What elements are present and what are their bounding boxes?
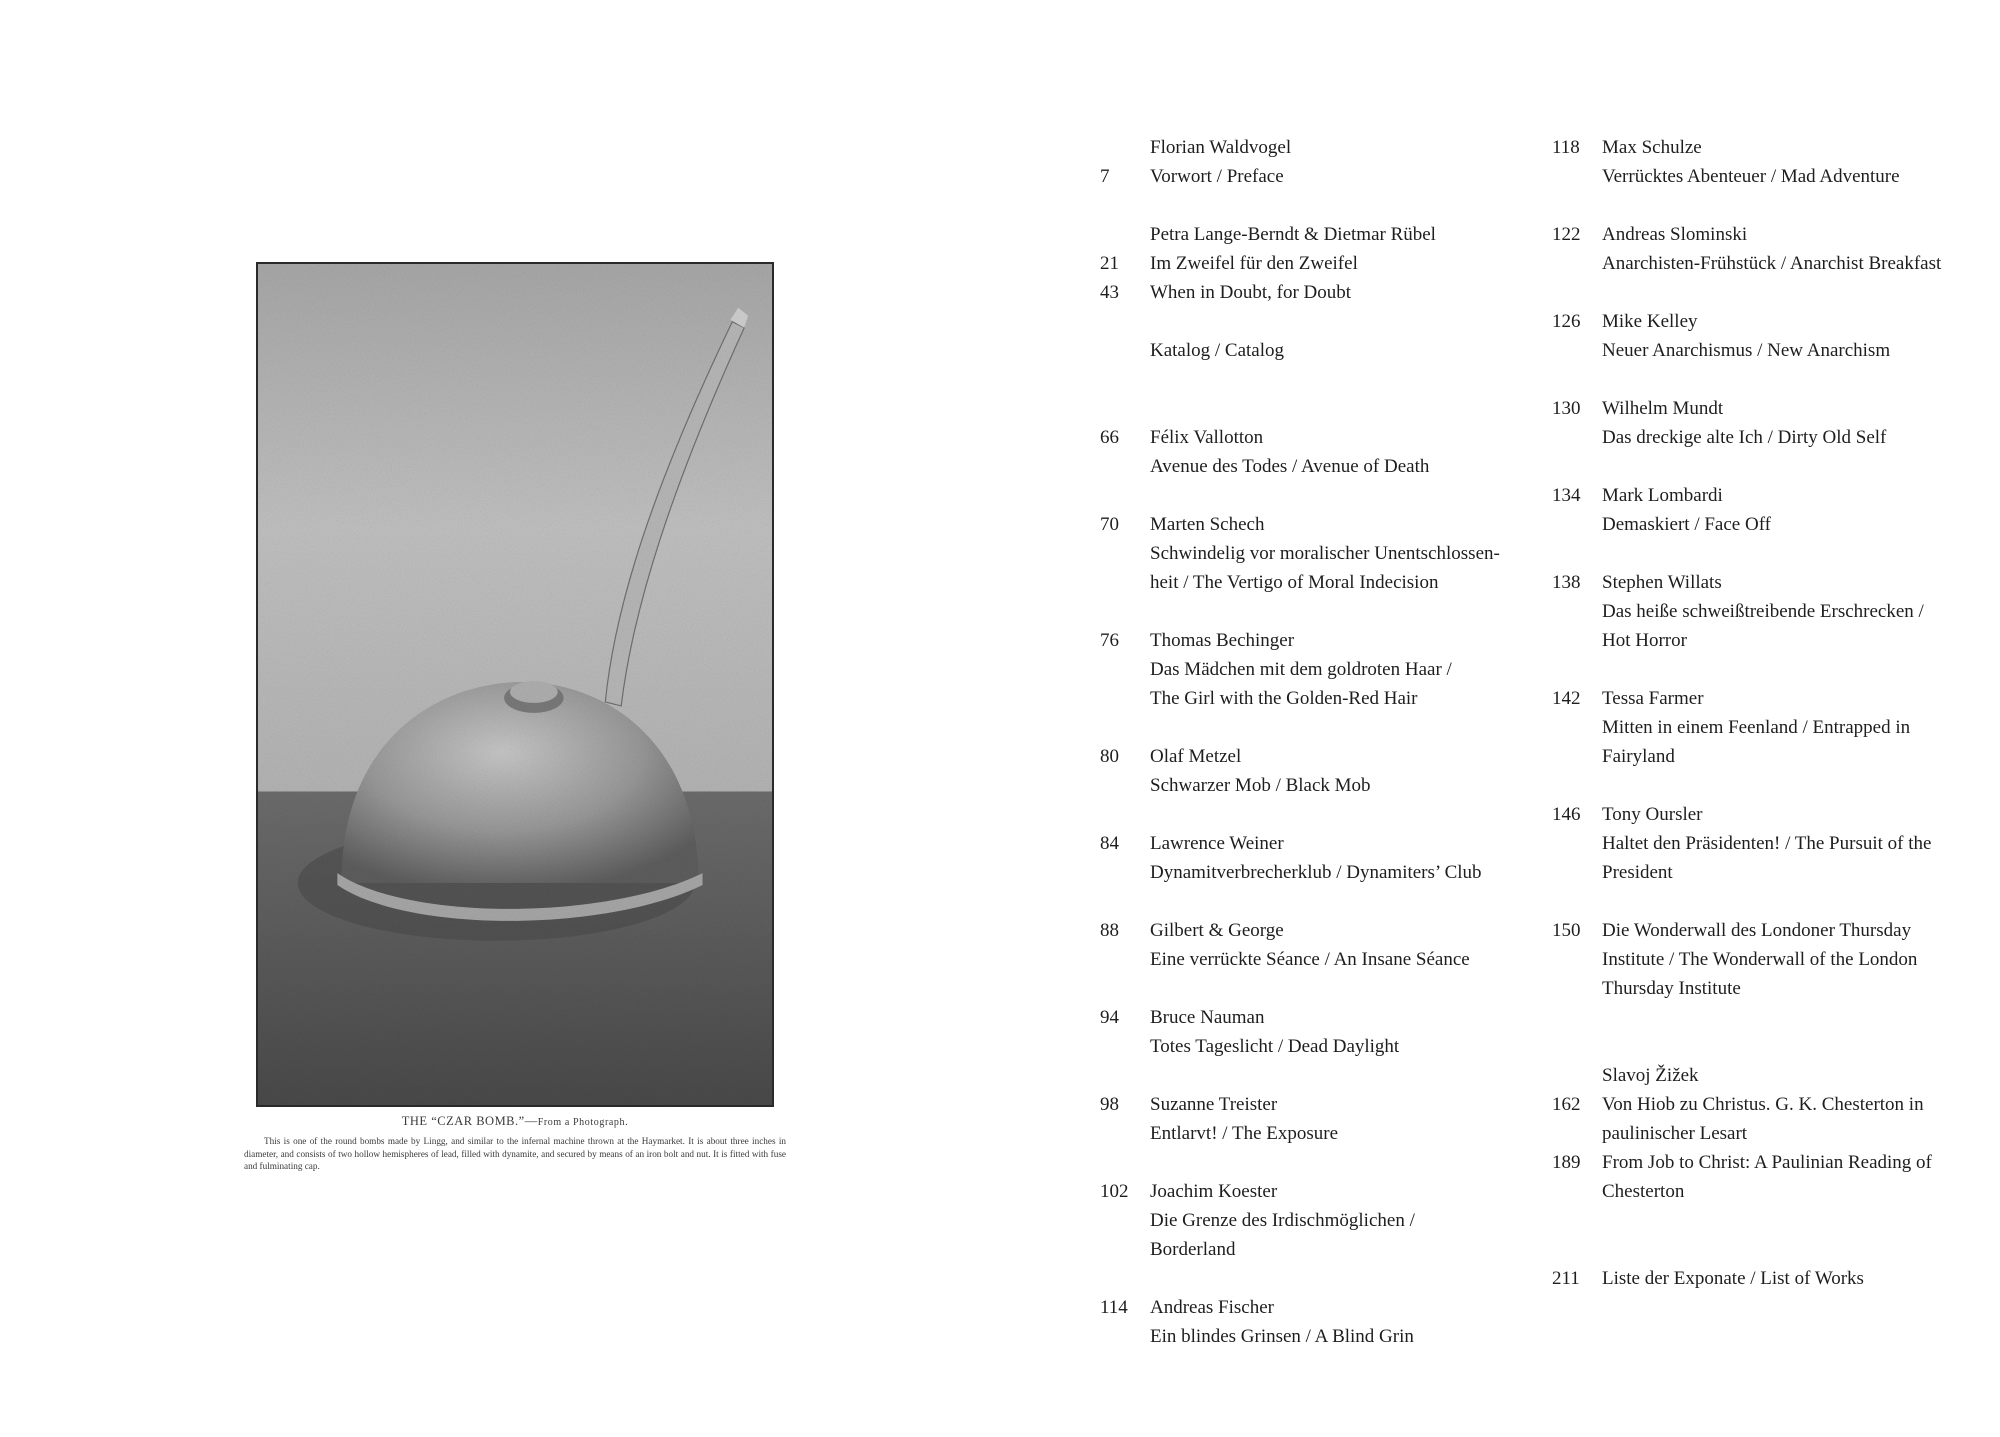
toc-line (1100, 626, 1540, 655)
entry-text: Petra Lange-Berndt & Dietmar Rübel (1150, 224, 1436, 245)
toc-entry (1100, 916, 1540, 974)
toc-line (1100, 539, 1540, 568)
toc-line (1552, 713, 1992, 742)
entry-text: Eine verrückte Séance / An Insane Séance (1150, 949, 1470, 970)
toc-line (1100, 1177, 1540, 1206)
entry-text: Haltet den Präsidenten! / The Pursuit of the (1602, 833, 1932, 854)
toc-entry (1552, 684, 1992, 771)
toc-line (1100, 568, 1540, 597)
toc-line (1100, 916, 1540, 945)
toc-line (1100, 655, 1540, 684)
toc-entry (1100, 423, 1540, 481)
page-number: 94 (1100, 1007, 1119, 1028)
page-number: 146 (1552, 804, 1581, 825)
entry-text: Liste der Exponate / List of Works (1602, 1268, 1864, 1289)
toc-entry (1100, 742, 1540, 800)
toc-line (1100, 858, 1540, 887)
figure-caption-title (244, 1114, 786, 1129)
toc-line (1552, 945, 1992, 974)
entry-text: Im Zweifel für den Zweifel (1150, 253, 1358, 274)
entry-text: Schwarzer Mob / Black Mob (1150, 775, 1371, 796)
toc-line (1552, 510, 1992, 539)
toc-line (1552, 1148, 1992, 1177)
toc-entry (1552, 307, 1992, 365)
page-number: 70 (1100, 514, 1119, 535)
toc-line (1552, 1177, 1992, 1206)
toc-line (1552, 249, 1992, 278)
entry-text: paulinischer Lesart (1602, 1123, 1748, 1144)
toc-line (1100, 278, 1540, 307)
page-number: 76 (1100, 630, 1119, 651)
toc-entry (1100, 220, 1540, 307)
page-number: 162 (1552, 1094, 1581, 1115)
entry-text: Andreas Slominski (1602, 224, 1748, 245)
page-number: 80 (1100, 746, 1119, 767)
toc-line (1552, 858, 1992, 887)
entry-text: Die Grenze des Irdischmöglichen / (1150, 1210, 1415, 1231)
toc-line (1552, 336, 1992, 365)
page-number: 138 (1552, 572, 1581, 593)
toc-entry (1100, 626, 1540, 713)
entry-text: When in Doubt, for Doubt (1150, 282, 1352, 303)
toc-line (1552, 133, 1992, 162)
toc-line (1552, 974, 1992, 1003)
entry-text: Florian Waldvogel (1150, 137, 1292, 158)
toc-entry (1100, 1090, 1540, 1148)
toc-line (1100, 1090, 1540, 1119)
entry-text: Hot Horror (1602, 630, 1687, 651)
entry-text: Avenue des Todes / Avenue of Death (1150, 456, 1430, 477)
toc-entry (1100, 336, 1540, 365)
entry-text: Gilbert & George (1150, 920, 1284, 941)
toc-entry (1552, 481, 1992, 539)
toc-entry (1552, 220, 1992, 278)
entry-text: Bruce Nauman (1150, 1007, 1265, 1028)
toc-entry (1552, 916, 1992, 1003)
toc-entry (1100, 510, 1540, 597)
page-number: 88 (1100, 920, 1119, 941)
entry-text: Borderland (1150, 1239, 1236, 1260)
page-number: 102 (1100, 1181, 1129, 1202)
toc-line (1100, 742, 1540, 771)
toc-entry (1100, 1293, 1540, 1351)
page-number: 126 (1552, 311, 1581, 332)
toc-entry (1552, 394, 1992, 452)
toc-line (1552, 829, 1992, 858)
entry-text: Anarchisten-Frühstück / Anarchist Breakfast (1602, 253, 1942, 274)
toc-line (1100, 1206, 1540, 1235)
entry-text: Max Schulze (1602, 137, 1702, 158)
toc-line (1100, 829, 1540, 858)
toc-line (1100, 510, 1540, 539)
toc-line (1100, 1032, 1540, 1061)
entry-text: Das dreckige alte Ich / Dirty Old Self (1602, 427, 1887, 448)
entry-text: Thomas Bechinger (1150, 630, 1295, 651)
toc-line (1552, 423, 1992, 452)
toc-line (1100, 423, 1540, 452)
entry-text: Totes Tageslicht / Dead Daylight (1150, 1036, 1400, 1057)
toc-line (1552, 1090, 1992, 1119)
toc-line (1552, 916, 1992, 945)
toc-line (1552, 1119, 1992, 1148)
toc-line (1100, 771, 1540, 800)
entry-text: Tessa Farmer (1602, 688, 1704, 709)
toc-line (1100, 1235, 1540, 1264)
toc-line (1552, 307, 1992, 336)
entry-text: Slavoj Žižek (1602, 1065, 1699, 1086)
toc-entry (1552, 568, 1992, 655)
toc-line (1100, 249, 1540, 278)
entry-text: President (1602, 862, 1673, 883)
entry-text: Joachim Koester (1150, 1181, 1278, 1202)
toc-line (1552, 626, 1992, 655)
toc-line (1100, 1119, 1540, 1148)
page-number: 130 (1552, 398, 1581, 419)
entry-text: From Job to Christ: A Paulinian Reading of (1602, 1152, 1932, 1173)
toc-line (1552, 394, 1992, 423)
toc-line (1552, 1061, 1992, 1090)
toc-line (1100, 1322, 1540, 1351)
entry-text: Stephen Willats (1602, 572, 1722, 593)
entry-text: Entlarvt! / The Exposure (1150, 1123, 1339, 1144)
toc-line (1100, 1293, 1540, 1322)
entry-text: Institute / The Wonderwall of the London (1602, 949, 1918, 970)
toc-line (1552, 220, 1992, 249)
czar-bomb-photograph (256, 262, 774, 1107)
toc-line (1100, 684, 1540, 713)
entry-text: Von Hiob zu Christus. G. K. Chesterton in (1602, 1094, 1924, 1115)
entry-text: heit / The Vertigo of Moral Indecision (1150, 572, 1439, 593)
page-number: 150 (1552, 920, 1581, 941)
entry-text: Das Mädchen mit dem goldroten Haar / (1150, 659, 1452, 680)
entry-text: Dynamitverbrecherklub / Dynamiters’ Club (1150, 862, 1482, 883)
entry-text: Lawrence Weiner (1150, 833, 1284, 854)
toc-entry (1552, 1264, 1992, 1293)
toc-line (1100, 162, 1540, 191)
toc-entry (1100, 829, 1540, 887)
entry-text: Neuer Anarchismus / New Anarchism (1602, 340, 1891, 361)
toc-column-right (1552, 133, 1992, 1293)
toc-line (1552, 597, 1992, 626)
page-number: 211 (1552, 1268, 1580, 1289)
toc-line (1552, 481, 1992, 510)
toc-line (1552, 1264, 1992, 1293)
toc-line (1552, 742, 1992, 771)
toc-line (1552, 684, 1992, 713)
entry-text: Félix Vallotton (1150, 427, 1264, 448)
toc-entry (1100, 133, 1540, 191)
toc-line (1100, 220, 1540, 249)
entry-text: Schwindelig vor moralischer Unentschlossen- (1150, 543, 1500, 564)
entry-text: Vorwort / Preface (1150, 166, 1284, 187)
toc-entry (1100, 1003, 1540, 1061)
entry-text: Katalog / Catalog (1150, 340, 1285, 361)
entry-text: Fairyland (1602, 746, 1675, 767)
entry-text: Suzanne Treister (1150, 1094, 1278, 1115)
page-number: 189 (1552, 1152, 1581, 1173)
page-number: 43 (1100, 282, 1119, 303)
entry-text: Marten Schech (1150, 514, 1265, 535)
page-number: 122 (1552, 224, 1581, 245)
toc-entry (1552, 1061, 1992, 1206)
caption-title-small: From a Photograph. (537, 1117, 629, 1128)
page-number: 142 (1552, 688, 1581, 709)
entry-text: Olaf Metzel (1150, 746, 1242, 767)
toc-line (1100, 133, 1540, 162)
entry-text: Tony Oursler (1602, 804, 1703, 825)
page-number: 84 (1100, 833, 1119, 854)
toc-column-left (1100, 133, 1540, 1351)
toc-line (1552, 568, 1992, 597)
entry-text: Andreas Fischer (1150, 1297, 1274, 1318)
page-number: 66 (1100, 427, 1119, 448)
entry-text: The Girl with the Golden-Red Hair (1150, 688, 1418, 709)
entry-text: Das heiße schweißtreibende Erschrecken / (1602, 601, 1924, 622)
page-number: 134 (1552, 485, 1581, 506)
entry-text: Mitten in einem Feenland / Entrapped in (1602, 717, 1911, 738)
entry-text: Wilhelm Mundt (1602, 398, 1724, 419)
entry-text: Mark Lombardi (1602, 485, 1723, 506)
entry-text: Demaskiert / Face Off (1602, 514, 1772, 535)
toc-entry (1100, 1177, 1540, 1264)
entry-text: Thursday Institute (1602, 978, 1741, 999)
entry-text: Chesterton (1602, 1181, 1685, 1202)
toc-entry (1552, 800, 1992, 887)
entry-text: Verrücktes Abenteuer / Mad Adventure (1602, 166, 1900, 187)
toc-line (1100, 452, 1540, 481)
entry-text: Mike Kelley (1602, 311, 1698, 332)
toc-line (1552, 162, 1992, 191)
bomb-illustration (258, 264, 772, 1105)
page-number: 114 (1100, 1297, 1128, 1318)
figure-caption-body: This is one of the round bombs made by Lingg, and similar to the infernal machine thrown at the Haymarket. It is about three inches in diameter, and consists of two hollow hemispheres of lead, filled with dynamite, and secured by means of an iron bolt and nut. It is fitted with fuse and fulminating cap. (244, 1136, 786, 1171)
entry-text: Ein blindes Grinsen / A Blind Grin (1150, 1326, 1414, 1347)
page-number: 118 (1552, 137, 1580, 158)
page-number: 98 (1100, 1094, 1119, 1115)
caption-title-main: THE “CZAR BOMB.”— (401, 1114, 538, 1128)
toc-line (1100, 336, 1540, 365)
entry-text: Die Wonderwall des Londoner Thursday (1602, 920, 1912, 941)
page-number: 21 (1100, 253, 1119, 274)
toc-entry (1552, 133, 1992, 191)
toc-line (1100, 1003, 1540, 1032)
toc-line (1100, 945, 1540, 974)
page-number: 7 (1100, 166, 1110, 187)
toc-line (1552, 800, 1992, 829)
